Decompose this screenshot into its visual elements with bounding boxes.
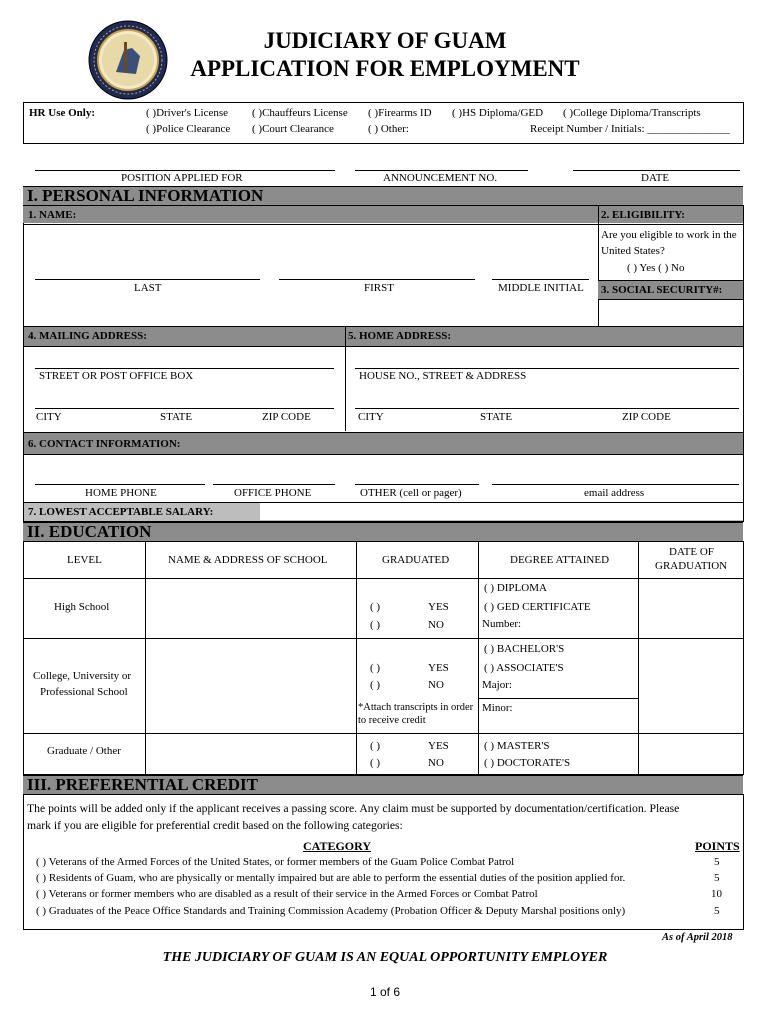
page-number: 1 of 6 — [369, 985, 401, 999]
mailing-zip-label: ZIP CODE — [262, 411, 311, 423]
ssn-label: 3. SOCIAL SECURITY#: — [601, 284, 723, 296]
pref-item-post-graduates[interactable]: ( ) Graduates of the Peace Office Standards and Training Commission Academy (Probation Officer & Deputy Marshal positions only) — [36, 905, 626, 917]
last-name-label: LAST — [134, 282, 162, 294]
home-city-label: CITY — [358, 411, 384, 423]
attach-transcripts-1: *Attach transcripts in order — [358, 702, 474, 713]
eligibility-question-1: Are you eligible to work in the — [601, 229, 737, 241]
hs-diploma[interactable]: ( ) DIPLOMA — [484, 582, 547, 594]
hs-grad-yes: YES — [428, 601, 449, 613]
eligibility-label: 2. ELIGIBILITY: — [601, 209, 685, 221]
attach-transcripts-2: to receive credit — [358, 715, 426, 726]
contact-info-label: 6. CONTACT INFORMATION: — [28, 438, 181, 450]
hs-grad-no: NO — [428, 619, 444, 631]
pref-item-disabled-veterans[interactable]: ( ) Veterans or former members who are disabled as a result of their service in the Armed Forces or Combat Patrol — [36, 888, 538, 900]
hr-use-label: HR Use Only: — [29, 107, 95, 119]
hr-drivers-license[interactable]: ( )Driver's License — [146, 107, 229, 119]
grad-level: Graduate / Other — [47, 745, 121, 757]
salary-label: 7. LOWEST ACCEPTABLE SALARY: — [28, 506, 214, 518]
college-grad-yes: YES — [428, 662, 449, 674]
edu-header-school: NAME & ADDRESS OF SCHOOL — [168, 554, 328, 566]
hs-grad-no-paren[interactable]: ( ) — [370, 619, 381, 631]
hr-chauffeurs-license[interactable]: ( )Chauffeurs License — [252, 107, 348, 119]
equal-opportunity-statement: THE JUDICIARY OF GUAM IS AN EQUAL OPPORTUNITY EMPLOYER — [162, 950, 608, 965]
eligibility-question-2: United States? — [601, 245, 665, 257]
college-bachelors[interactable]: ( ) BACHELOR'S — [484, 643, 565, 655]
section-title-education: II. EDUCATION — [27, 522, 152, 541]
category-header: CATEGORY — [303, 839, 372, 853]
pref-points-disabled-veterans: 10 — [711, 888, 722, 900]
college-grad-no-paren[interactable]: ( ) — [370, 679, 381, 691]
page-title: JUDICIARY OF GUAM — [263, 28, 507, 53]
grad-grad-no: NO — [428, 757, 444, 769]
as-of-date: As of April 2018 — [662, 932, 733, 943]
college-minor: Minor: — [482, 702, 513, 714]
college-level-2: Professional School — [40, 686, 128, 698]
education-table — [23, 541, 744, 775]
hr-court-clearance[interactable]: ( )Court Clearance — [252, 123, 334, 135]
mailing-city-label: CITY — [36, 411, 62, 423]
section-title-preferential: III. PREFERENTIAL CREDIT — [27, 775, 258, 794]
hs-ged[interactable]: ( ) GED CERTIFICATE — [484, 601, 591, 613]
street-po-label: STREET OR POST OFFICE BOX — [39, 370, 194, 382]
college-associates[interactable]: ( ) ASSOCIATE'S — [484, 662, 564, 674]
pref-item-veterans[interactable]: ( ) Veterans of the Armed Forces of the United States, or former members of the Guam Police Combat Patrol — [36, 856, 515, 868]
email-label: email address — [584, 487, 645, 499]
other-phone-label: OTHER (cell or pager) — [360, 487, 462, 499]
home-state-label: STATE — [480, 411, 513, 423]
mailing-address-label: 4. MAILING ADDRESS: — [28, 330, 147, 342]
points-header: POINTS — [695, 839, 740, 853]
hs-grad-yes-paren[interactable]: ( ) — [370, 601, 381, 613]
edu-header-date-2: GRADUATION — [655, 560, 728, 572]
hs-number: Number: — [482, 618, 522, 630]
college-grad-yes-paren[interactable]: ( ) — [370, 662, 381, 674]
edu-header-date-1: DATE OF — [669, 546, 714, 558]
hr-hs-diploma[interactable]: ( )HS Diploma/GED — [452, 107, 544, 119]
grad-grad-yes: YES — [428, 740, 449, 752]
hs-level: High School — [54, 601, 110, 613]
page-subtitle: APPLICATION FOR EMPLOYMENT — [190, 56, 580, 81]
middle-initial-label: MIDDLE INITIAL — [498, 282, 584, 294]
mailing-state-label: STATE — [160, 411, 193, 423]
grad-grad-no-paren[interactable]: ( ) — [370, 757, 381, 769]
hr-college-diploma[interactable]: ( )College Diploma/Transcripts — [563, 107, 701, 119]
college-level-1: College, University or — [33, 670, 132, 682]
office-phone-label: OFFICE PHONE — [234, 487, 312, 499]
announcement-label: ANNOUNCEMENT NO. — [383, 172, 498, 184]
hr-police-clearance[interactable]: ( )Police Clearance — [146, 123, 231, 135]
edu-header-graduated: GRADUATED — [382, 554, 450, 566]
date-label: DATE — [641, 172, 670, 184]
home-phone-label: HOME PHONE — [85, 487, 157, 499]
first-name-label: FIRST — [364, 282, 394, 294]
position-applied-label: POSITION APPLIED FOR — [121, 172, 243, 184]
section-title-personal: I. PERSONAL INFORMATION — [27, 186, 264, 205]
house-no-label: HOUSE NO., STREET & ADDRESS — [359, 370, 527, 382]
home-address-label: 5. HOME ADDRESS: — [348, 330, 451, 342]
hr-receipt[interactable]: Receipt Number / Initials: _______________ — [530, 123, 730, 135]
preferential-intro-2: mark if you are eligible for preferential credit based on the following categories: — [27, 819, 403, 832]
eligibility-options[interactable]: ( ) Yes ( ) No — [627, 262, 685, 274]
edu-header-degree: DEGREE ATTAINED — [510, 554, 610, 566]
pref-points-veterans: 5 — [714, 856, 720, 868]
home-zip-label: ZIP CODE — [622, 411, 671, 423]
grad-grad-yes-paren[interactable]: ( ) — [370, 740, 381, 752]
hr-firearms-id[interactable]: ( )Firearms ID — [368, 107, 432, 119]
pref-points-post-graduates: 5 — [714, 905, 720, 917]
hr-other[interactable]: ( ) Other: — [368, 123, 409, 135]
pref-points-residents: 5 — [714, 872, 720, 884]
preferential-intro-1: The points will be added only if the applicant receives a passing score. Any claim must be supported by documentation/certification. Please — [27, 802, 680, 815]
edu-header-level: LEVEL — [67, 554, 102, 566]
pref-item-residents[interactable]: ( ) Residents of Guam, who are physically or mentally impaired but are able to perform the essential duties of the position applied for. — [36, 872, 626, 884]
college-grad-no: NO — [428, 679, 444, 691]
grad-masters[interactable]: ( ) MASTER'S — [484, 740, 550, 752]
grad-doctorates[interactable]: ( ) DOCTORATE'S — [484, 757, 571, 769]
name-label: 1. NAME: — [28, 209, 77, 221]
college-major: Major: — [482, 679, 512, 691]
